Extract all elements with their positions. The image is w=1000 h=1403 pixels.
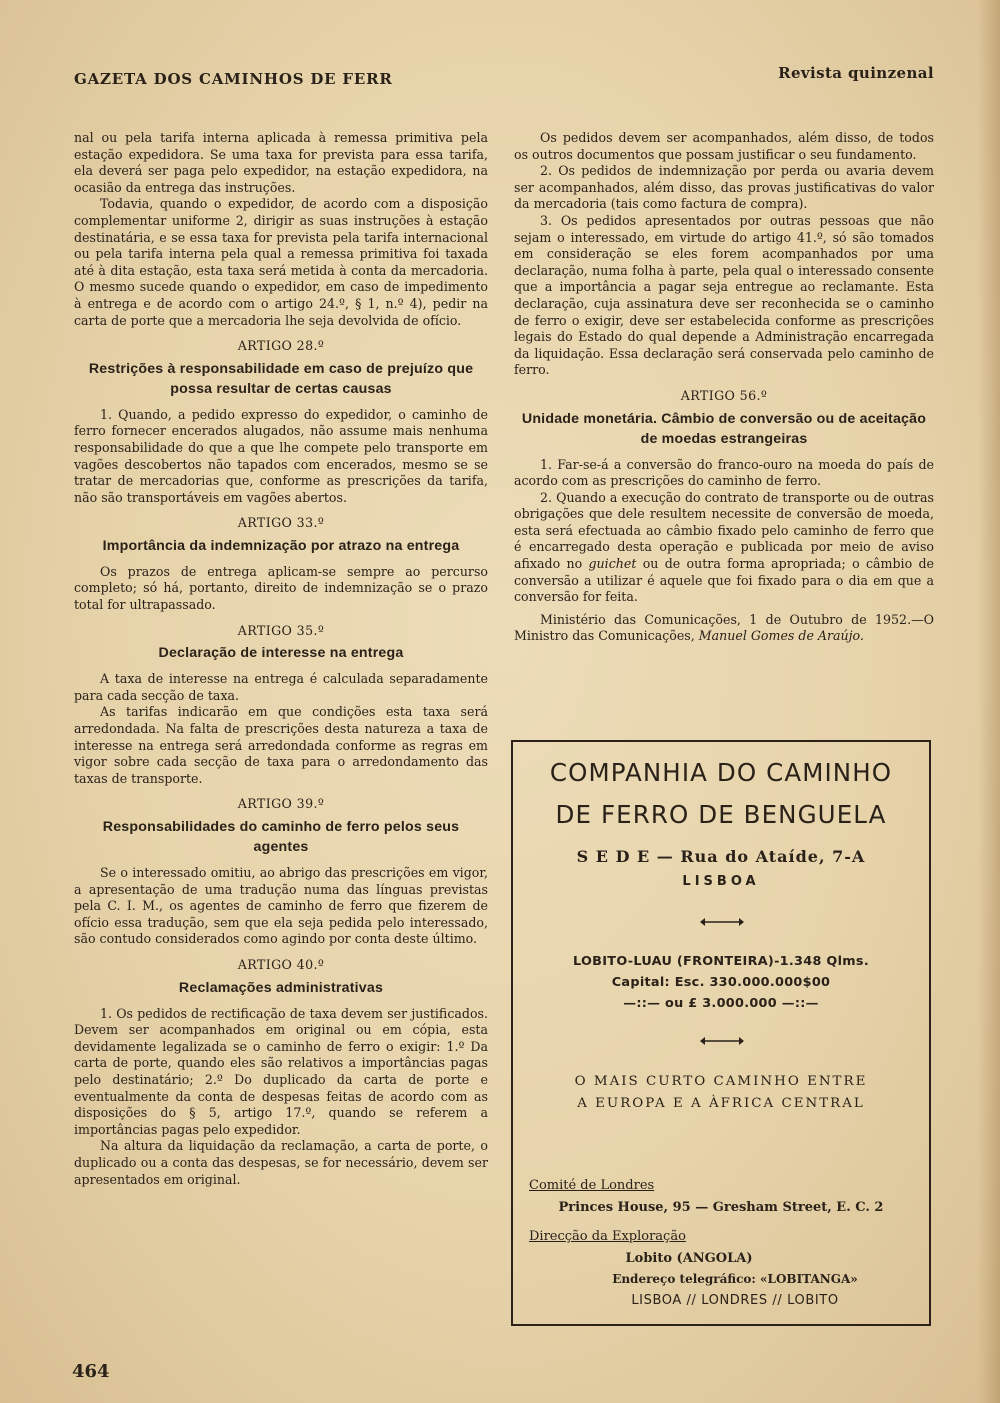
ad-sterling-capital: —::— ou £ 3.000.000 —::— <box>623 996 819 1011</box>
header-subtitle: Revista quinzenal <box>778 64 934 82</box>
right-column <box>514 130 934 645</box>
article-number: ARTIGO 33.º <box>237 515 325 531</box>
ad-telegraph: Endereço telegráfico: «LOBITANGA» <box>612 1272 858 1286</box>
page-edge-shadow <box>978 0 1000 1403</box>
paragraph: nal ou pela tarifa interna aplicada à remessa primitiva pela estação expedidora. Se uma taxa for prevista para essa tarifa, ela deverá ser paga pelo expedidor, na estação expedidora, na ocasião da entrega das instruções. <box>74 130 488 195</box>
ad-title-line-2: DE FERRO DE BENGUELA <box>555 800 887 829</box>
paragraph: 3. Os pedidos apresentados por outras pessoas que não sejam o interessado, em virtude do artigo 41.º, só são tomados em consideração se eles forem acompanhados por uma declaração, numa folha à parte, pela qual o interessado consente que a importância a pagar seja entregue ao reclamante. Esta declaração, cuja assinatura deve ser reconhecida se o caminho de ferro o exigir, deve ser estabelecida conforme as prescrições legais do Estado do qual depende a Administração encarregada da liquidação. Essa declaração será conservada pelo caminho de ferro. <box>514 212 934 378</box>
paragraph: Os prazos de entrega aplicam-se sempre ao percurso completo; só há, portanto, direito de indemnização se o prazo total for ultrapassado. <box>74 563 488 613</box>
ad-title-line-1: COMPANHIA DO CAMINHO <box>549 758 893 787</box>
article-number: ARTIGO 56.º <box>680 387 768 403</box>
ad-exploration-label: Direcção da Exploração <box>529 1229 686 1244</box>
ad-slogan-line-2: A EUROPA E A ÀFRICA CENTRAL <box>577 1096 865 1111</box>
paragraph: A taxa de interesse na entrega é calculada separadamente para cada secção de taxa. <box>74 671 488 703</box>
paragraph: Se o interessado omitiu, ao abrigo das prescrições em vigor, a apresentação de uma tradução numa das línguas previstas pela C. I. M., os agentes de caminho de ferro que fizerem de ofício essa tradução, sem que ela seja pedida pelo interessado, são contudo considerados como agindo por conta deste último. <box>74 865 488 947</box>
advertisement-box <box>511 740 931 1326</box>
article-number: ARTIGO 28.º <box>237 338 325 354</box>
paragraph: As tarifas indicarão em que condições esta taxa será arredondada. Na falta de prescrições desta natureza a taxa de interesse na entrega será arredondada conforme as regras em vigor sobre cada secção de taxa para o arredondamento das taxas de transporte. <box>74 704 488 786</box>
article-heading: Responsabilidades do caminho de ferro pelos seus agentes <box>102 819 460 855</box>
page-number: 464 <box>72 1361 110 1382</box>
ornament-divider-icon <box>699 1035 745 1047</box>
ad-lobito: Lobito (ANGOLA) <box>625 1251 753 1266</box>
ad-slogan-line-1: O MAIS CURTO CAMINHO ENTRE <box>574 1074 868 1089</box>
paragraph: Todavia, quando o expedidor, de acordo com a disposição complementar uniforme 2, dirigir as suas instruções à estação destinatária, e se essa taxa for prevista pela tarifa internacional ou pela tarifa interna pela qual a remessa primitiva foi taxada até à dita estação, esta taxa será metida à conta da mercadoria. O mesmo sucede quando o expedidor, em caso de impedimento à entrega e de acordo com o artigo 24.º, § 1, n.º 4), pedir na carta de porte que a mercadoria lhe seja devolvida de ofício. <box>74 196 488 328</box>
paragraph: Na altura da liquidação da reclamação, a carta de porte, o duplicado ou a conta das despesas, se for necessário, devem ser apresentados em original. <box>74 1138 488 1187</box>
text-run: 2. Quando a execução do contrato de transporte ou de outras obrigações que dele resultem necessite de conversão de moeda, esta será efectuada ao câmbio fixado pelo caminho de ferro que é encarregado desta operação e publicada por meio de aviso afixado no <box>514 489 934 572</box>
article-number: ARTIGO 35.º <box>237 622 325 638</box>
paragraph: 1. Os pedidos de rectificação de taxa devem ser justificados. Devem ser acompanhados em original ou em cópia, esta devidamente legalizada se o caminho de ferro o exigir: 1.º Da carta de porte, quando eles são relativos a importâncias pagas pelo destinatário; 2.º Do duplicado da carta de porte e eventualmente da conta de despesas feitas de acordo com as disposições do § 5, artigo 17.º, quando se referem a importâncias pagas pelo expedidor. <box>74 1005 488 1137</box>
article-heading: Restrições à responsabilidade em caso de prejuízo que possa resultar de certas causas <box>88 360 474 397</box>
article-heading: Unidade monetária. Câmbio de conversão ou de aceitação de moedas estrangeiras <box>521 410 927 447</box>
header-title: GAZETA DOS CAMINHOS DE FERR <box>74 70 393 88</box>
ad-london-label: Comité de Londres <box>529 1178 655 1193</box>
left-column <box>74 130 488 1188</box>
article-number: ARTIGO 39.º <box>237 796 325 812</box>
ad-cities: LISBOA // LONDRES // LOBITO <box>631 1293 839 1308</box>
article-heading: Declaração de interesse na entrega <box>158 645 404 662</box>
minister-name: Manuel Gomes de Araújo. <box>698 628 864 644</box>
ad-headquarters: S E D E — Rua do Ataíde, 7-A <box>576 847 866 866</box>
signature-paragraph <box>514 612 934 645</box>
ad-route: LOBITO-LUAU (FRONTEIRA)-1.348 Qlms. <box>573 954 869 969</box>
ad-capital: Capital: Esc. 330.000.000$00 <box>611 975 831 990</box>
paragraph: 2. Os pedidos de indemnização por perda ou avaria devem ser acompanhados, além disso, das provas justificativas do valor da mercadoria (tais como factura de compra). <box>514 163 934 212</box>
ad-london-address: Princes House, 95 — Gresham Street, E. C. 2 <box>558 1200 884 1215</box>
text-run: ou de outra forma apropriada; o câmbio de conversão a utilizar é aquele que foi fixado para o dia em que a conversão for feita. <box>514 556 934 605</box>
signature-text: Ministério das Comunicações, 1 de Outubro de 1952.—O Ministro das Comunicações, <box>514 611 934 644</box>
article-heading: Reclamações administrativas <box>178 979 384 996</box>
paragraph <box>514 490 934 606</box>
ornament-divider-icon <box>699 916 745 928</box>
italic-term: guichet <box>588 556 637 572</box>
article-number: ARTIGO 40.º <box>237 956 325 972</box>
paragraph: 1. Quando, a pedido expresso do expedidor, o caminho de ferro fornecer encerados alugados, não assume mais nenhuma responsabilidade do que a que lhe compete pelo transporte em vagões descobertos não tapados com encerados, mesmo se se tratar de mercadorias que, conforme as prescrições da tarifa, não são transportáveis em vagões abertos. <box>74 406 488 505</box>
article-heading: Importância da indemnização por atrazo na entrega <box>102 537 460 554</box>
paragraph: Os pedidos devem ser acompanhados, além disso, de todos os outros documentos que possam justificar o seu fundamento. <box>514 130 934 162</box>
paragraph: 1. Far-se-á a conversão do franco-ouro na moeda do país de acordo com as prescrições do caminho de ferro. <box>514 456 934 489</box>
ad-city: LISBOA <box>682 874 760 889</box>
